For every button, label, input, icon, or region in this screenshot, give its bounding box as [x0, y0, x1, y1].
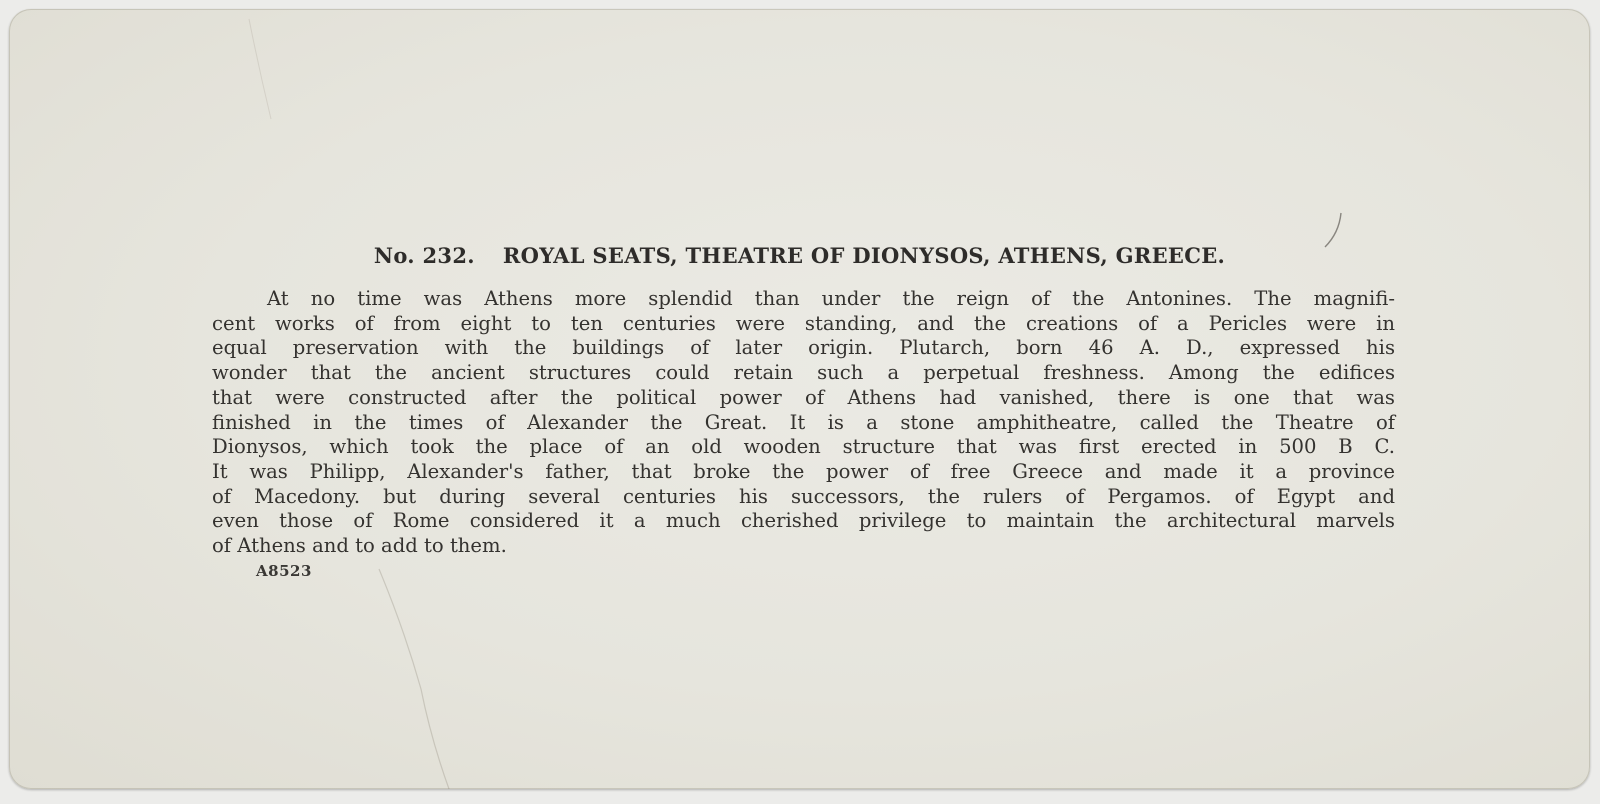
description-line: of Macedony. but during several centuries his successors, the rulers of Pergamos. of Egypt and — [212, 484, 1395, 508]
description-line: even those of Rome considered it a much cherished privilege to maintain the architectural marvels — [212, 509, 1395, 533]
description-line: At no time was Athens more splendid than under the reign of the Antonines. The magnifi- — [267, 287, 1395, 310]
description-line: finished in the times of Alexander the Great. It is a stone amphitheatre, called the Theatre of — [212, 410, 1395, 434]
description-line: Dionysos, which took the place of an old wooden structure that was first erected in 500 B C. — [212, 435, 1395, 459]
description-text — [212, 287, 1395, 559]
card-title — [9, 243, 1590, 268]
title-text: ROYAL SEATS, THEATRE OF DIONYSOS, ATHENS, GREECE. — [502, 243, 1226, 268]
catalog-code: A8523 — [256, 562, 312, 580]
description-line: that were constructed after the political power of Athens had vanished, there is one that was — [212, 385, 1395, 409]
description-line: It was Philipp, Alexander's father, that broke the power of free Greece and made it a province — [212, 459, 1395, 483]
stereoview-card-back — [9, 9, 1590, 789]
description-line: cent works of from eight to ten centuries were standing, and the creations of a Pericles were in — [212, 311, 1395, 335]
title-number: No. 232. — [373, 243, 475, 268]
pencil-mark — [1319, 209, 1349, 259]
description-line: equal preservation with the buildings of later origin. Plutarch, born 46 A. D., expressed his — [212, 336, 1395, 360]
description-line: wonder that the ancient structures could retain such a perpetual freshness. Among the edifices — [212, 361, 1395, 385]
description-line: of Athens and to add to them. — [212, 534, 507, 558]
